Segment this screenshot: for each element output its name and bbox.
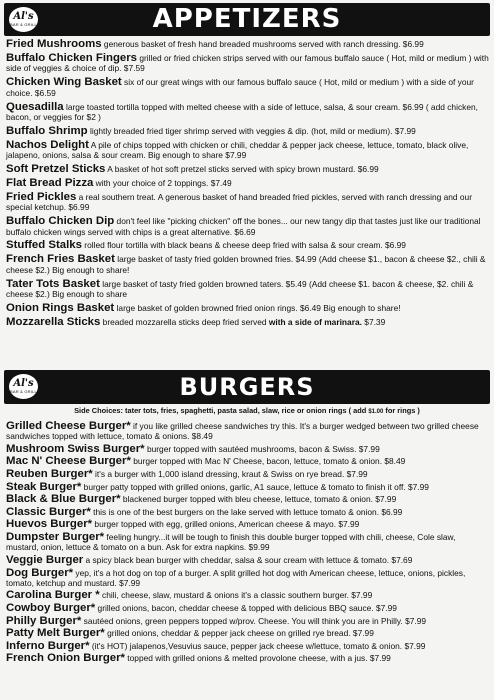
menu-item-price: $6.49 Big enough to share!: [300, 302, 401, 313]
menu-item-name: Grilled Cheese Burger*: [6, 420, 131, 432]
menu-item-name: Quesadilla: [6, 100, 64, 113]
menu-item: [6, 53, 489, 74]
menu-item: [6, 653, 489, 663]
menu-item-name: Buffalo Shrimp: [6, 124, 88, 137]
menu-item: [6, 164, 489, 175]
menu-item-description: breaded mozzarella sticks deep fried served: [100, 316, 269, 327]
menu-item: [6, 140, 489, 161]
menu-item-name: Veggie Burger: [6, 553, 84, 566]
menu-item-description: grilled onions, cheddar & pepper jack cheese on grilled rye bread.: [104, 628, 353, 639]
menu-item-name: Dog Burger*: [6, 566, 74, 579]
menu-item-description: sautéed onions, green peppers topped w/prov. Cheese. You will think you are in Philly.: [81, 615, 406, 626]
menu-item-description: feeling hungry...it will be tough to finish this double burger topped with chili, cheese, Cole slaw, mustard, onion, lettuce & tomato on a bun. Ask for extra napkins.: [6, 532, 456, 553]
menu-item-price: $7.99: [404, 640, 426, 651]
menu-item-price: $6.99: [381, 506, 403, 517]
menu-item: [6, 507, 489, 517]
menu-item-price: $7.99: [408, 481, 429, 492]
burgers-list: [6, 421, 489, 666]
appetizers-heading: APPETIZERS: [152, 4, 342, 34]
menu-item-name: Onion Rings Basket: [6, 301, 115, 314]
menu-item: [6, 456, 489, 466]
menu-item-description: if you like grilled cheese sandwiches try this. It's a burger wedged between two grilled cheese sandwiches topped with lettuce, tomato & onions.: [6, 421, 479, 442]
menu-item-description: A basket of hot soft pretzel sticks served with spicy brown mustard.: [105, 164, 358, 175]
menu-item: [6, 303, 489, 314]
logo-name: Al's: [13, 11, 34, 22]
menu-item-name: Tater Tots Basket: [6, 277, 100, 290]
menu-item: [6, 603, 489, 613]
menu-item: [6, 421, 489, 442]
menu-item-price: $7.99: [369, 653, 391, 664]
menu-item: [6, 555, 489, 565]
menu-item-name: Inferno Burger*: [6, 639, 90, 652]
menu-item-name: Mozzarella Sticks: [6, 315, 101, 328]
menu-item-description: topped with grilled onions & melted provolone cheese, with a jus.: [124, 653, 370, 664]
menu-item-name: Black & Blue Burger*: [6, 493, 121, 506]
menu-item: [6, 532, 489, 553]
menu-item-description: don't feel like "picking chicken" off the bones... our new tangy dip that tastes just like our traditional buffalo chicken wings served with chips is a great alternative.: [6, 216, 481, 237]
menu-item-name: Dumpster Burger*: [6, 531, 105, 544]
menu-item: [6, 519, 489, 529]
menu-item-description: blackened burger topped with bleu cheese, lettuce, tomato & onion.: [120, 494, 376, 505]
menu-item-name: Stuffed Stalks: [6, 239, 82, 252]
menu-item: [6, 126, 489, 137]
menu-item: [6, 641, 489, 651]
menu-item-price: $7.99: [405, 615, 427, 626]
side-choices-text-end: for rings ): [383, 406, 420, 415]
menu-item-description: a spicy black bean burger with cheddar, salsa & sour cream with lettuce & tomato.: [83, 554, 392, 565]
appetizers-list: [6, 39, 489, 330]
menu-item: [6, 444, 489, 454]
menu-item-price: $7.99: [119, 577, 141, 588]
menu-item-description: large basket of golden browned fried onion rings.: [114, 302, 300, 313]
menu-item: [6, 568, 489, 589]
menu-item-name: Carolina Burger *: [6, 589, 100, 602]
menu-item-price: $8.49: [384, 456, 406, 467]
menu-item-description: this is one of the best burgers on the lake served with lettuce tomato & onion.: [90, 506, 382, 517]
side-choices-price: $1.00: [368, 409, 384, 415]
menu-item-description: six of our great wings with our famous buffalo sauce ( Hot, mild or medium ) with a side of your choice.: [6, 77, 474, 98]
menu-item: [6, 469, 489, 479]
menu-item-description: a real southern treat. A generous basket of hand breaded fried pickles, served with ranch dressing and our special ketchup.: [6, 191, 473, 213]
menu-item-price: $9.99: [248, 542, 270, 553]
menu-item-description: with your choice of 2 toppings.: [93, 177, 211, 188]
menu-item-description: burger patty topped with grilled onions, garlic, A1 sauce, lettuce & tomato to finish it off.: [81, 481, 408, 492]
menu-item: [6, 240, 489, 251]
menu-item: [6, 39, 489, 50]
burgers-banner: [4, 370, 490, 404]
menu-item-price: $7.99: [352, 628, 374, 639]
menu-item-description: large basket of tasty fried golden browned taters.: [99, 278, 286, 289]
menu-item-name: Fried Mushrooms: [6, 38, 102, 50]
menu-item: [6, 77, 489, 98]
menu-item: [6, 590, 489, 600]
menu-item-name: Huevos Burger*: [6, 518, 93, 531]
menu-item-name: Mushroom Swiss Burger*: [6, 442, 145, 455]
menu-item-name: Classic Burger*: [6, 505, 91, 518]
menu-item-name: Nachos Delight: [6, 138, 89, 151]
menu-item-price: $7.99: [338, 519, 360, 530]
menu-item-name: Buffalo Chicken Dip: [6, 215, 115, 227]
menu-item-price: $5.49 (Add cheese $1. bacon & cheese, $2. chili & cheese $2.) Big enough to share: [6, 278, 474, 300]
menu-item-price: $7.59: [123, 63, 145, 74]
menu-item-description: grilled onions, bacon, cheddar cheese & topped with delicious BBQ sauce.: [95, 603, 376, 614]
menu-item-price: $6.99 ( add chicken, bacon, or veggies for $2 ): [6, 101, 478, 123]
logo-name-2: Al's: [13, 378, 34, 389]
menu-item-price: $7.99: [394, 125, 416, 136]
menu-item-description: large toasted tortilla topped with melted cheese with a side of lettuce, salsa, & sour cream.: [63, 101, 403, 112]
menu-item-description: grilled or fried chicken strips served with our famous buffalo sauce ( Hot, mild or medium ) with side of veggies & choice of dip.: [6, 52, 489, 74]
menu-item: [6, 482, 489, 492]
menu-item-name: Philly Burger*: [6, 614, 82, 627]
menu-item-description: A pile of chips topped with chicken or chili, cheddar & pepper jack cheese, lettuce, tomato, black olive, jalapeno, onions, salsa & sour cream. Big enough to share: [6, 139, 469, 161]
menu-item-price: $6.99: [357, 164, 379, 175]
menu-item-name: Reuben Burger*: [6, 468, 93, 481]
menu-item-name: Flat Bread Pizza: [6, 176, 94, 189]
menu-item-description: (it's HOT) jalapenos,Vesuvius sauce, pepper jack cheese w/lettuce, tomato & onion.: [89, 640, 405, 651]
menu-item-description: it's a burger with 1,000 island dressing, kraut & Swiss on rye bread.: [92, 469, 347, 480]
menu-item-price: $7.99: [351, 590, 373, 601]
menu-item-price: $7.99: [358, 443, 380, 454]
menu-item-name: Fried Pickles: [6, 190, 77, 203]
menu-item-price: $6.59: [34, 87, 56, 98]
menu-item: [6, 628, 489, 638]
menu-item-price: $7.39: [361, 316, 386, 327]
menu-item: [6, 616, 489, 626]
menu-item-description: burger topped with egg, grilled onions, American cheese & mayo.: [92, 519, 339, 530]
menu-item: [6, 192, 489, 213]
menu-item-price: $6.99: [385, 240, 406, 251]
side-choices-note: [0, 406, 494, 415]
logo-subtitle-2: BAR & GRILL: [10, 389, 37, 394]
menu-item-description: burger topped with Mac N' Cheese, bacon, lettuce, tomato & onion.: [130, 456, 385, 467]
menu-item-price: $6.69: [234, 226, 256, 237]
menu-item-name: Soft Pretzel Sticks: [6, 163, 106, 176]
menu-item-price: $7.49: [210, 177, 232, 188]
menu-item: [6, 317, 489, 328]
menu-item-price: $7.99: [346, 469, 368, 480]
menu-item: [6, 178, 489, 189]
menu-item: [6, 279, 489, 300]
menu-item-price: $4.99 (Add cheese $1., bacon & cheese $2., chili & cheese $2.) Big enough to share!: [6, 254, 486, 275]
menu-item: [6, 254, 489, 275]
burgers-heading: BURGERS: [179, 373, 315, 401]
side-choices-text: Side Choices: tater tots, fries, spaghetti, pasta salad, slaw, rice or onion rings ( add: [74, 406, 369, 415]
menu-item-description: yep, it's a hot dog on top of a burger. A split grilled hot dog with American cheese, lettuce, onions, pickles, tomato, ketchup and mustard.: [6, 567, 466, 588]
menu-item: [6, 102, 489, 123]
menu-item-price: $7.69: [391, 554, 413, 565]
menu-item-price: $6.99: [68, 202, 90, 213]
menu-item: [6, 216, 489, 237]
menu-item-description: burger topped with sautéed mushrooms, bacon & Swiss.: [144, 443, 359, 454]
menu-item-name: Chicken Wing Basket: [6, 76, 122, 89]
menu-item-description: large basket of tasty fried golden browned fries.: [114, 254, 296, 265]
menu-item-name: French Onion Burger*: [6, 652, 125, 665]
menu-item-name: Steak Burger*: [6, 480, 82, 493]
menu-item-name: Patty Melt Burger*: [6, 627, 105, 640]
menu-item-price: $8.49: [191, 431, 213, 442]
menu-item-name: French Fries Basket: [6, 253, 115, 266]
menu-item: [6, 494, 489, 504]
logo-subtitle: BAR & GRILL: [10, 22, 37, 27]
menu-item-description: rolled flour tortilla with black beans & cheese deep fried with salsa & sour cream.: [81, 240, 385, 251]
menu-item-name: Mac N' Cheese Burger*: [6, 455, 131, 468]
appetizers-banner: [4, 3, 490, 36]
menu-item-price: $7.99: [375, 603, 397, 614]
menu-item-name: Cowboy Burger*: [6, 602, 96, 615]
menu-item-price: $6.99: [402, 39, 424, 49]
menu-item-name: Buffalo Chicken Fingers: [6, 51, 138, 64]
menu-item-description: lightly breaded fried tiger shrimp served with veggies & dip. (hot, mild or medium).: [87, 125, 395, 136]
menu-item-description-bold: with a side of marinara.: [268, 316, 362, 327]
menu-item-description: chili, cheese, slaw, mustard & onions it's a classic southern burger.: [99, 590, 352, 601]
menu-item-price: $7.99: [225, 150, 247, 161]
menu-item-price: $7.99: [375, 494, 397, 505]
menu-item-description: generous basket of fresh hand breaded mushrooms served with ranch dressing.: [101, 39, 403, 49]
